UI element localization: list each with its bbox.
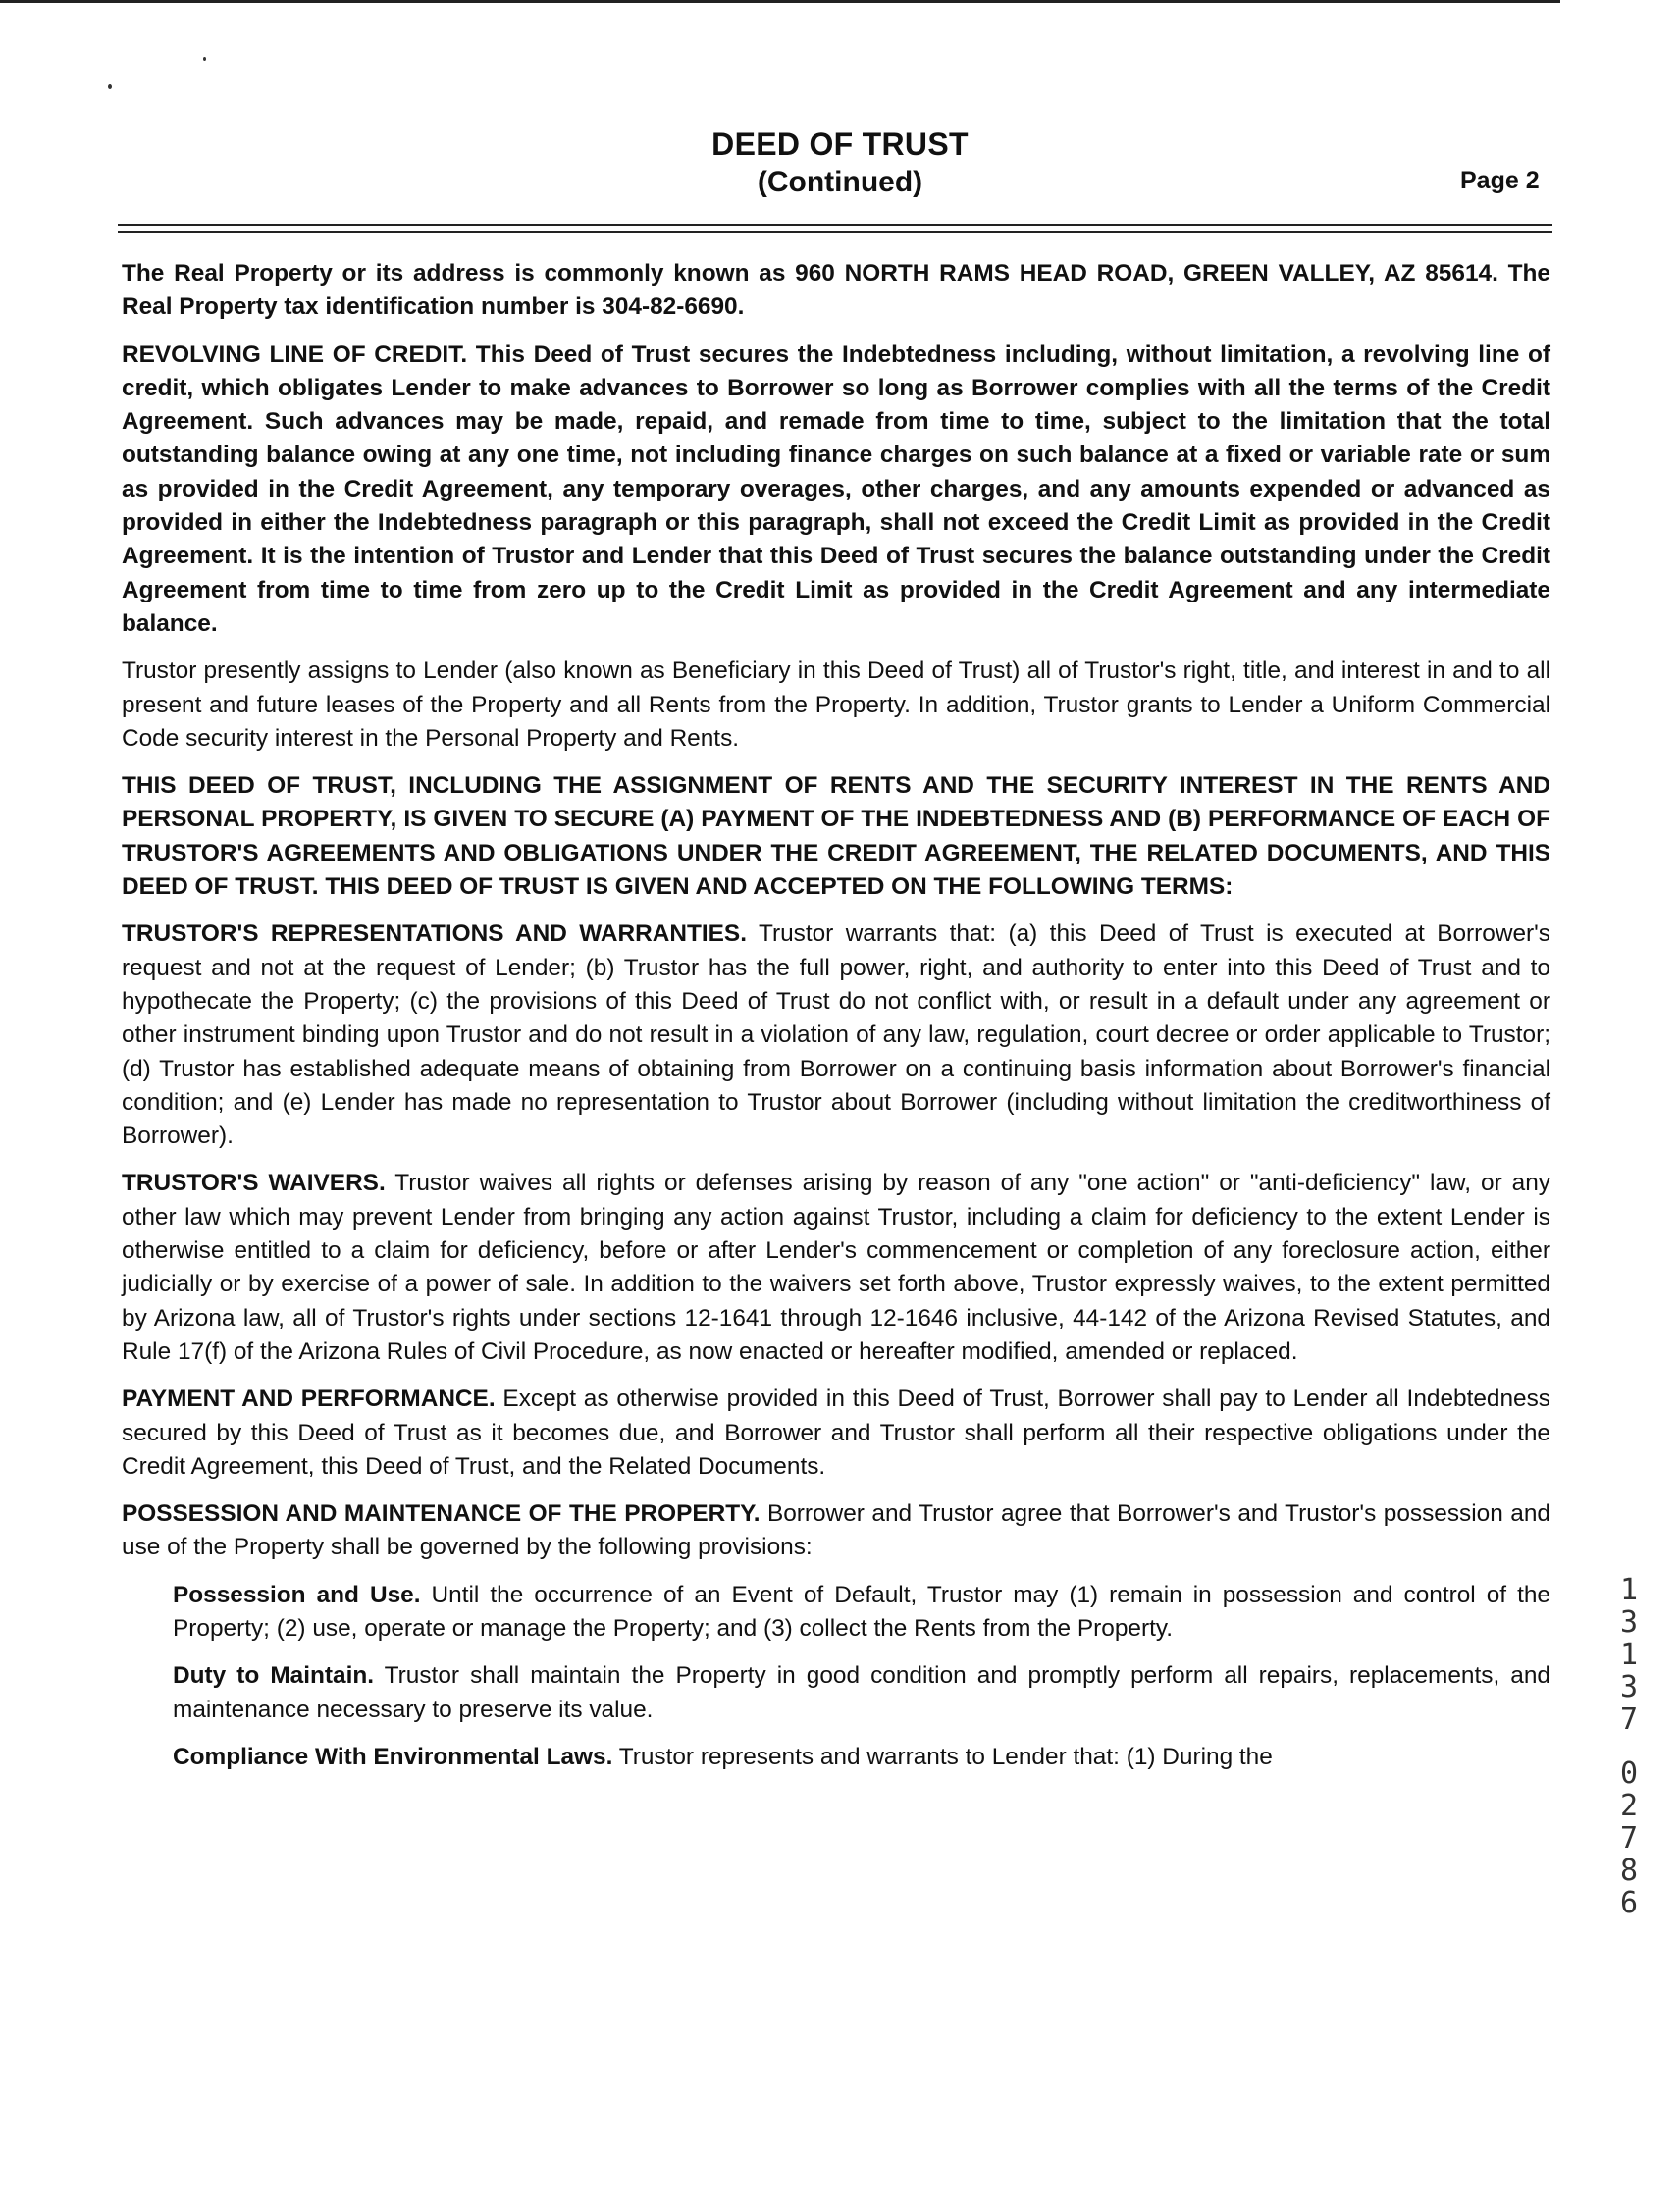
revolving-credit-paragraph: REVOLVING LINE OF CREDIT. This Deed of Trust secures the Indebtedness including, without limitation, a revolving line of credit, which obligates Lender to make advances to Borrower so long as Borrower complies with all the terms of the Credit Agreement. Such advances may be made, repaid, and remade from time to time, subject to the limitation that the total outstanding balance owing at any one time, not including finance charges on such balance at a fixed or variable rate or sum as provided in the Credit Agreement, any temporary overages, other charges, and any amounts expended or advanced as provided in either the Indebtedness paragraph or this paragraph, shall not exceed the Credit Limit as provided in the Credit Agreement. It is the intention of Trustor and Lender that this Deed of Trust secures the balance outstanding under the Credit Agreement from time to time from zero up to the Credit Limit as provided in the Credit Agreement and any intermediate balance.	[122, 340, 1550, 637]
scan-speck	[108, 84, 112, 89]
stamp-char: 7	[1619, 1821, 1639, 1856]
stamp-char: 6	[1619, 1886, 1639, 1920]
subsection-heading: Duty to Maintain.	[173, 1662, 375, 1690]
representations-paragraph	[122, 917, 1550, 1153]
section-heading: TRUSTOR'S REPRESENTATIONS AND WARRANTIES.	[122, 920, 747, 948]
subsection-heading: Possession and Use.	[173, 1581, 421, 1608]
stamp-char: 0	[1619, 1756, 1639, 1791]
environmental-paragraph	[173, 1741, 1550, 1774]
property-address-paragraph: The Real Property or its address is commonly known as 960 NORTH RAMS HEAD ROAD, GREEN VALLEY, AZ 85614. The Real Property tax identification number is 304-82-6690.	[122, 260, 1550, 321]
document-header	[0, 126, 1680, 202]
stamp-char: 3	[1619, 1670, 1639, 1704]
duty-maintain-paragraph	[173, 1659, 1550, 1727]
subsection-heading: Compliance With Environmental Laws.	[173, 1743, 613, 1770]
terms-preamble-paragraph: THIS DEED OF TRUST, INCLUDING THE ASSIGNMENT OF RENTS AND THE SECURITY INTEREST IN THE RENTS AND PERSONAL PROPERTY, IS GIVEN TO SECURE (A) PAYMENT OF THE INDEBTEDNESS AND (B) PERFORMANCE OF EACH OF TRUSTOR'S AGREEMENTS AND OBLIGATIONS UNDER THE CREDIT AGREEMENT, THE RELATED DOCUMENTS, AND THIS DEED OF TRUST. THIS DEED OF TRUST IS GIVEN AND ACCEPTED ON THE FOLLOWING TERMS:	[122, 772, 1550, 901]
stamp-char: 8	[1619, 1854, 1639, 1888]
document-body	[122, 257, 1550, 1788]
possession-paragraph	[122, 1497, 1550, 1565]
stamp-char: 2	[1619, 1789, 1639, 1823]
section-text: Except as otherwise provided in this Deed of Trust, Borrower shall pay to Lender all Indebtedness secured by this Deed of Trust as it becomes due, and Borrower and Trustor shall perform all their respective obligations under the Credit Agreement, this Deed of Trust, and the Related Documents.	[122, 1386, 1551, 1480]
section-heading: TRUSTOR'S WAIVERS.	[122, 1170, 386, 1197]
subsection-text: Trustor shall maintain the Property in good condition and promptly perform all repairs, replacements, and maintenance necessary to preserve its value.	[173, 1662, 1550, 1723]
payment-paragraph	[122, 1383, 1550, 1484]
page-number: Page 2	[1460, 167, 1540, 194]
possession-use-paragraph	[173, 1579, 1550, 1647]
document-title: DEED OF TRUST	[711, 127, 969, 162]
stamp-char: 1	[1619, 1573, 1639, 1607]
stamp-char: 7	[1619, 1702, 1639, 1737]
stamp-char: 1	[1619, 1638, 1639, 1672]
scan-speck	[203, 57, 206, 61]
header-divider	[118, 224, 1552, 233]
section-text: Trustor warrants that: (a) this Deed of Trust is executed at Borrower's request and not at the request of Lender; (b) Trustor has the full power, right, and authority to enter into this Deed of Trust and to hypothecate the Property; (c) the provisions of this Deed of Trust do not conflict with, or result in a default under any agreement or other instrument binding upon Trustor and do not result in a violation of any law, regulation, court decree or order applicable to Trustor; (d) Trustor has established adequate means of obtaining from Borrower on a continuing basis information about Borrower's financial condition; and (e) Lender has made no representation to Trustor about Borrower (including without limitation the creditworthiness of Borrower).	[122, 920, 1550, 1150]
section-heading: POSSESSION AND MAINTENANCE OF THE PROPERTY.	[122, 1500, 761, 1528]
section-heading: PAYMENT AND PERFORMANCE.	[122, 1386, 496, 1413]
stamp-gap	[1609, 1736, 1649, 1757]
stamp-char: 3	[1619, 1605, 1639, 1640]
section-text: Borrower and Trustor agree that Borrower's and Trustor's possession and use of the Property shall be governed by the following provisions:	[122, 1500, 1550, 1561]
top-edge-line	[0, 0, 1560, 3]
recording-stamp	[1609, 1574, 1649, 1919]
waivers-paragraph	[122, 1167, 1550, 1369]
subsection-text: Trustor represents and warrants to Lender that: (1) During the	[618, 1743, 1273, 1770]
document-subtitle: (Continued)	[757, 166, 923, 198]
subsection-text: Until the occurrence of an Event of Default, Trustor may (1) remain in possession and control of the Property; (2) use, operate or manage the Property; and (3) collect the Rents from the Property.	[173, 1581, 1550, 1642]
section-text: Trustor waives all rights or defenses arising by reason of any "one action" or "anti-deficiency" law, or any other law which may prevent Lender from bringing any action against Trustor, including a claim for deficiency to the extent Lender is otherwise entitled to a claim for deficiency, before or after Lender's commencement or completion of any foreclosure action, either judicially or by exercise of a power of sale. In addition to the waivers set forth above, Trustor expressly waives, to the extent permitted by Arizona law, all of Trustor's rights under sections 12-1641 through 12-1646 inclusive, 44-142 of the Arizona Revised Statutes, and Rule 17(f) of the Arizona Rules of Civil Procedure, as now enacted or hereafter modified, amended or replaced.	[122, 1170, 1550, 1365]
assignment-paragraph: Trustor presently assigns to Lender (also known as Beneficiary in this Deed of Trust) all of Trustor's right, title, and interest in and to all present and future leases of the Property and all Rents from the Property. In addition, Trustor grants to Lender a Uniform Commercial Code security interest in the Personal Property and Rents.	[122, 657, 1550, 752]
